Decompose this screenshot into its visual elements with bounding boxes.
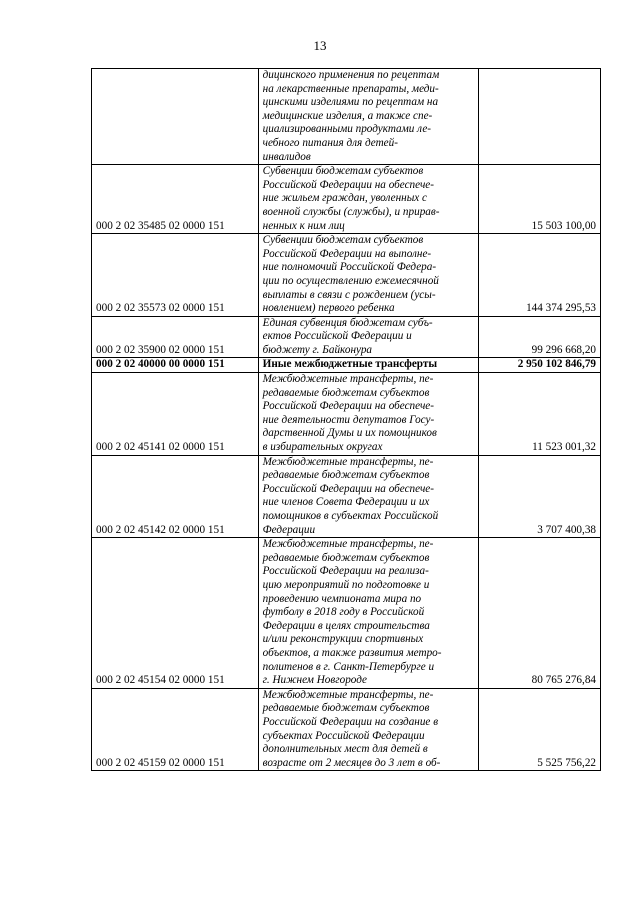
page-number: 13: [313, 38, 327, 53]
row-description: [258, 165, 478, 234]
row-description: [258, 69, 478, 165]
description-line: Федерации в целях строительства: [262, 619, 430, 632]
description-line: ненных к ним лиц: [262, 219, 345, 232]
description-line: возрасте от 2 месяцев до 3 лет в об-: [262, 756, 441, 769]
row-code: 000 2 02 40000 00 0000 151: [92, 358, 259, 373]
description-line: Межбюджетные трансферты, пе-: [262, 538, 434, 551]
row-description: [258, 688, 478, 771]
row-description: [258, 234, 478, 317]
description-line: бюджету г. Байконура: [262, 343, 373, 356]
description-line: Иные межбюджетные трансферты: [262, 358, 438, 371]
row-amount: 3 707 400,38: [478, 455, 601, 538]
description-line: военной службы (службы), и прирав-: [262, 205, 440, 218]
row-amount: 11 523 001,32: [478, 373, 601, 456]
description-line: инвалидов: [262, 150, 311, 163]
row-description: [258, 316, 478, 358]
description-line: циализированными продуктами ле-: [262, 123, 432, 136]
row-description: [258, 455, 478, 538]
table-row: [92, 688, 601, 771]
row-code: 000 2 02 35900 02 0000 151: [92, 316, 259, 358]
description-line: объектов, а также развития метро-: [262, 646, 442, 659]
description-line: цию мероприятий по подготовке и: [262, 578, 430, 591]
description-line: ние членов Совета Федерации и их: [262, 496, 430, 509]
description-line: футболу в 2018 году в Российской: [262, 606, 425, 619]
description-line: редаваемые бюджетам субъектов: [262, 702, 430, 715]
row-amount: 2 950 102 846,79: [478, 358, 601, 373]
description-line: Российской Федерации на создание в: [262, 715, 439, 728]
row-description: [258, 538, 478, 689]
row-amount: 80 765 276,84: [478, 538, 601, 689]
description-line: выплаты в связи с рождением (усы-: [262, 288, 436, 301]
description-line: редаваемые бюджетам субъектов: [262, 469, 430, 482]
row-code: [92, 69, 259, 165]
table-row: [92, 234, 601, 317]
description-line: дицинского применения по рецептам: [262, 69, 440, 81]
row-amount: 15 503 100,00: [478, 165, 601, 234]
row-code: 000 2 02 45159 02 0000 151: [92, 688, 259, 771]
description-line: Российской Федерации на реализа-: [262, 565, 429, 578]
budget-table: [91, 68, 601, 771]
table-row: [92, 69, 601, 165]
description-line: новлением) первого ребенка: [262, 302, 395, 315]
row-code: 000 2 02 45142 02 0000 151: [92, 455, 259, 538]
description-line: медицинские изделия, а также спе-: [262, 109, 433, 122]
description-line: Федерации: [262, 523, 316, 536]
row-code: 000 2 02 35485 02 0000 151: [92, 165, 259, 234]
description-line: ние деятельности депутатов Госу-: [262, 413, 435, 426]
description-line: дополнительных мест для детей в: [262, 743, 428, 756]
description-line: редаваемые бюджетам субъектов: [262, 386, 430, 399]
table-row: [92, 373, 601, 456]
description-line: ние жильем граждан, уволенных с: [262, 192, 428, 205]
row-code: 000 2 02 45154 02 0000 151: [92, 538, 259, 689]
description-line: Российской Федерации на обеспече-: [262, 178, 434, 191]
table-row: [92, 316, 601, 358]
description-line: в избирательных округах: [262, 441, 383, 454]
description-line: Межбюджетные трансферты, пе-: [262, 688, 434, 701]
row-code: 000 2 02 45141 02 0000 151: [92, 373, 259, 456]
description-line: Межбюджетные трансферты, пе-: [262, 455, 434, 468]
table-row: [92, 538, 601, 689]
description-line: Субвенции бюджетам субъектов: [262, 234, 424, 247]
description-line: Единая субвенция бюджетам субъ-: [262, 316, 433, 329]
description-line: дарственной Думы и их помощников: [262, 427, 437, 440]
row-amount: 99 296 668,20: [478, 316, 601, 358]
row-description: [258, 358, 478, 373]
description-line: и/или реконструкции спортивных: [262, 633, 424, 646]
description-line: субъектах Российской Федерации: [262, 729, 425, 742]
description-line: ние полномочий Российской Федера-: [262, 261, 437, 274]
description-line: политенов в г. Санкт-Петербурге и: [262, 660, 435, 673]
description-line: на лекарственные препараты, меди-: [262, 82, 439, 95]
description-line: Российской Федерации на обеспече-: [262, 482, 434, 495]
table-row: [92, 455, 601, 538]
description-line: цинскими изделиями по рецептам на: [262, 96, 439, 109]
table-row: [92, 165, 601, 234]
row-amount: 5 525 756,22: [478, 688, 601, 771]
row-description: [258, 373, 478, 456]
description-line: Российской Федерации на обеспече-: [262, 400, 434, 413]
description-line: проведению чемпионата мира по: [262, 592, 422, 605]
row-amount: [478, 69, 601, 165]
description-line: редаваемые бюджетам субъектов: [262, 551, 430, 564]
row-code: 000 2 02 35573 02 0000 151: [92, 234, 259, 317]
description-line: Субвенции бюджетам субъектов: [262, 165, 424, 178]
description-line: Российской Федерации на выполне-: [262, 247, 432, 260]
description-line: чебного питания для детей-: [262, 136, 398, 149]
description-line: Межбюджетные трансферты, пе-: [262, 373, 434, 386]
description-line: г. Нижнем Новгороде: [262, 674, 367, 687]
row-amount: 144 374 295,53: [478, 234, 601, 317]
budget-table-body: [92, 69, 601, 771]
description-line: помощников в субъектах Российской: [262, 510, 439, 522]
description-line: ектов Российской Федерации и: [262, 330, 412, 343]
table-row: [92, 358, 601, 373]
description-line: ции по осуществлению ежемесячной: [262, 274, 439, 287]
